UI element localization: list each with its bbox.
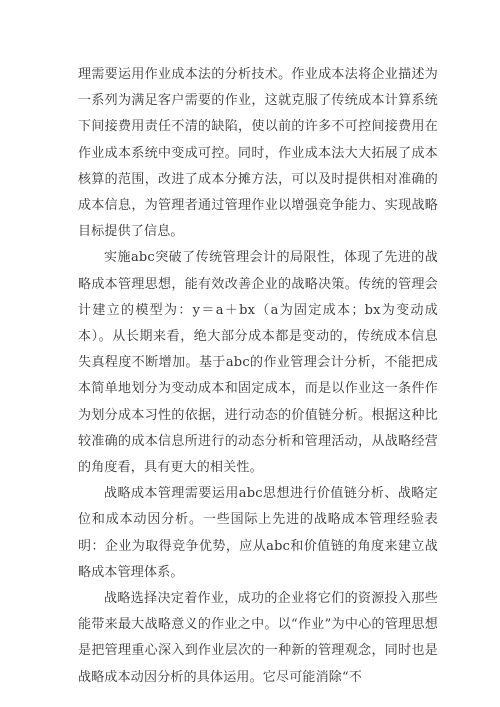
paragraph-1: 理需要运用作业成本法的分析技术。作业成本法将企业描述为一系列为满足客户需要的作业，这就克服了传统成本计算系统下间接费用责任不清的缺陷，使以前的许多不可控间接费用在作业成本系统中变成可控。同时，作业成本法大大拓展了成本核算的范围，改进了成本分摊方法，可以及时提供相对准确的成本信息，为管理者通过管理作业以增强竞争能力、实现战略目标提供了信息。	[78, 67, 438, 240]
body-text	[78, 62, 438, 691]
paragraph-2: 实施abc突破了传统管理会计的局限性，体现了先进的战略成本管理思想，能有效改善企业的战略决策。传统的管理会计建立的模型为：y＝a＋bx（a为固定成本；bx为变动成本）。从长期来看，绝大部分成本都是变动的，传统成本信息失真程度不断增加。基于abc的作业管理会计分析，不能把成本简单地划分为变动成本和固定成本，而是以作业这一条件作为划分成本习性的依据，进行动态的价值链分析。根据这种比较准确的成本信息所进行的动态分析和管理活动，从战略经营的角度看，具有更大的相关性。	[78, 250, 438, 476]
paragraph-4: 战略选择决定着作业，成功的企业将它们的资源投入那些能带来最大战略意义的作业之中。以“作业”为中心的管理思想是把管理重心深入到作业层次的一种新的管理观念，同时也是战略成本动因分析的具体运用。它尽可能消除“不	[78, 591, 438, 685]
paragraph-3: 战略成本管理需要运用abc思想进行价值链分析、战略定位和成本动因分析。一些国际上先进的战略成本管理经验表明：企业为取得竞争优势，应从abc和价值链的角度来建立战略成本管理体系。	[78, 486, 438, 580]
